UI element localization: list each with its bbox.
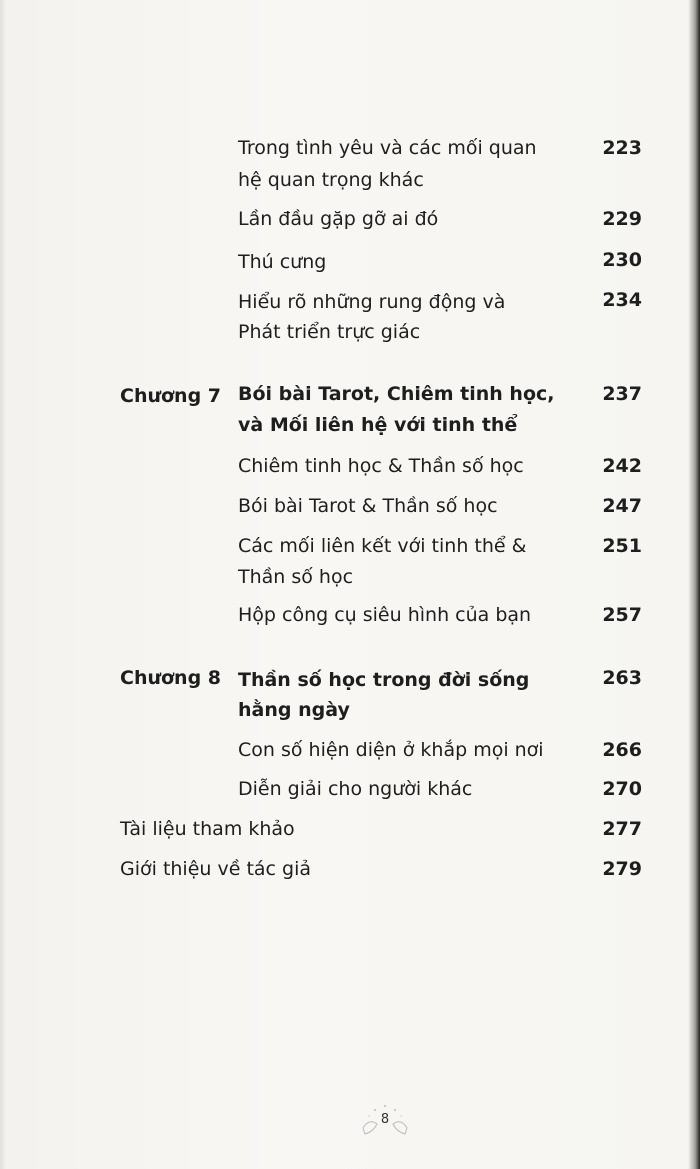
toc-entry-title: Hiểu rõ những rung động và — [238, 291, 506, 313]
toc-entry-title: Con số hiện diện ở khắp mọi nơi — [238, 739, 544, 761]
toc-entry-title: Lần đầu gặp gỡ ai đó — [238, 208, 439, 230]
toc-entry-title: Bói bài Tarot & Thần số học — [238, 495, 498, 517]
toc-entry-title: Giới thiệu về tác giả — [120, 858, 312, 880]
toc-page-number: 237 — [602, 383, 642, 405]
toc-page-number: 277 — [602, 818, 642, 840]
toc-page-number: 230 — [602, 249, 642, 271]
chapter-title: Thần số học trong đời sống — [238, 669, 530, 691]
page-gutter-shadow — [0, 0, 6, 1169]
chapter-label: Chương 8 — [120, 667, 222, 689]
toc-entry-title: Thần số học — [238, 566, 354, 588]
toc-entry-title: Hộp công cụ siêu hình của bạn — [238, 604, 532, 626]
chapter-title: hằng ngày — [238, 699, 350, 721]
toc-entry-title: Thú cưng — [238, 251, 327, 273]
toc-page-number: 229 — [602, 208, 642, 230]
chapter-title: và Mối liên hệ với tinh thể — [238, 414, 518, 436]
toc-page-number: 247 — [602, 495, 642, 517]
toc-page-number: 223 — [602, 137, 642, 159]
page-number: 8 — [380, 1112, 390, 1127]
toc-page-number: 263 — [602, 667, 642, 689]
toc-entry-title: hệ quan trọng khác — [238, 169, 424, 191]
toc-page-number: 279 — [602, 858, 642, 880]
toc-entry-title: Trong tình yêu và các mối quan — [238, 137, 537, 159]
toc-page-number: 242 — [602, 455, 642, 477]
page-edge-shadow — [688, 0, 700, 1169]
toc-entry-title: Phát triển trực giác — [238, 321, 421, 343]
toc-entry-title: Các mối liên kết với tinh thể & — [238, 535, 527, 557]
toc-page-number: 266 — [602, 739, 642, 761]
chapter-title: Bói bài Tarot, Chiêm tinh học, — [238, 383, 555, 405]
toc-entry-title: Chiêm tinh học & Thần số học — [238, 455, 524, 477]
chapter-label: Chương 7 — [120, 385, 222, 407]
toc-page-number: 251 — [602, 535, 642, 557]
toc-entry-title: Tài liệu tham khảo — [120, 818, 295, 840]
toc-page-number: 270 — [602, 778, 642, 800]
toc-page-number: 257 — [602, 604, 642, 626]
toc-page-number: 234 — [602, 289, 642, 311]
toc-entry-title: Diễn giải cho người khác — [238, 778, 473, 800]
